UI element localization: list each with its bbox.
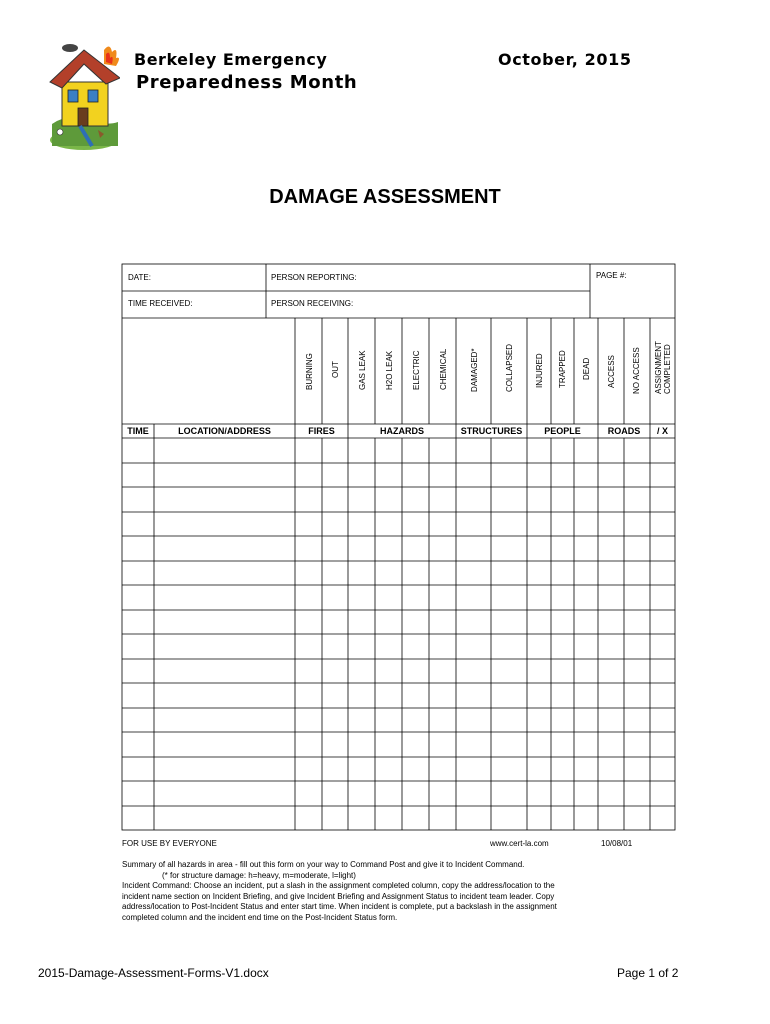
col-dead: DEAD: [582, 357, 591, 380]
person-reporting-label: PERSON REPORTING:: [271, 273, 357, 282]
group-time: TIME: [127, 426, 149, 436]
footer-page-number: Page 1 of 2: [617, 966, 679, 980]
date-label: DATE:: [128, 273, 151, 282]
col-collapsed: COLLAPSED: [505, 343, 514, 392]
footer-filename: 2015-Damage-Assessment-Forms-V1.docx: [38, 966, 269, 980]
footer-form-date: 10/08/01: [601, 839, 633, 848]
instructions-line: Summary of all hazards in area - fill out this form on your way to Command Post and give it to Incident Command.: [122, 860, 525, 869]
group-people: PEOPLE: [544, 426, 581, 436]
header-date: October, 2015: [498, 50, 632, 69]
group-slash: / X: [656, 426, 668, 436]
col-h2o-leak: H2O LEAK: [385, 350, 394, 390]
time-received-label: TIME RECEIVED:: [128, 299, 193, 308]
col-no-access: NO ACCESS: [632, 347, 641, 394]
instructions-line: incident name section on Incident Briefing, and give Incident Briefing and Assignment Status to incident team leader. Copy: [122, 891, 555, 901]
footer-website: www.cert-la.com: [490, 839, 549, 848]
col-burning: BURNING: [305, 353, 314, 390]
col-chemical: CHEMICAL: [439, 348, 448, 390]
group-roads: ROADS: [607, 426, 641, 436]
group-hazards: HAZARDS: [380, 426, 424, 436]
group-structures: STRUCTURES: [460, 426, 523, 436]
group-location: LOCATION/ADDRESS: [178, 426, 271, 436]
group-fires: FIRES: [308, 426, 335, 436]
page-number-label: PAGE #:: [596, 271, 627, 280]
instructions-line: completed column and the incident end time on the Post-Incident Status form.: [122, 912, 398, 922]
org-name-line1: Berkeley Emergency: [134, 50, 328, 69]
person-receiving-label: PERSON RECEIVING:: [271, 299, 354, 308]
col-trapped: TRAPPED: [558, 350, 567, 388]
footer-use: FOR USE BY EVERYONE: [122, 839, 217, 848]
col-assignment-2: COMPLETED: [663, 344, 672, 394]
instructions-line: (* for structure damage: h=heavy, m=moderate, l=light): [162, 870, 356, 880]
col-damaged: DAMAGED*: [470, 348, 479, 392]
instructions: [122, 860, 642, 923]
col-electric: ELECTRIC: [412, 350, 421, 390]
document-title: DAMAGE ASSESSMENT: [269, 186, 501, 208]
col-gas-leak: GAS LEAK: [358, 350, 367, 390]
col-assignment-1: ASSIGNMENT: [654, 341, 663, 394]
instructions-line: Incident Command: Choose an incident, put a slash in the assignment completed column, copy the address/location to the: [122, 881, 555, 890]
org-name-line2: Preparedness Month: [136, 72, 358, 93]
col-access: ACCESS: [607, 355, 616, 388]
col-injured: INJURED: [535, 353, 544, 388]
col-out: OUT: [331, 361, 340, 378]
instructions-line: address/location to Post-Incident Status and enter start time. When incident is complete, put a backslash in the assignment: [122, 902, 557, 911]
